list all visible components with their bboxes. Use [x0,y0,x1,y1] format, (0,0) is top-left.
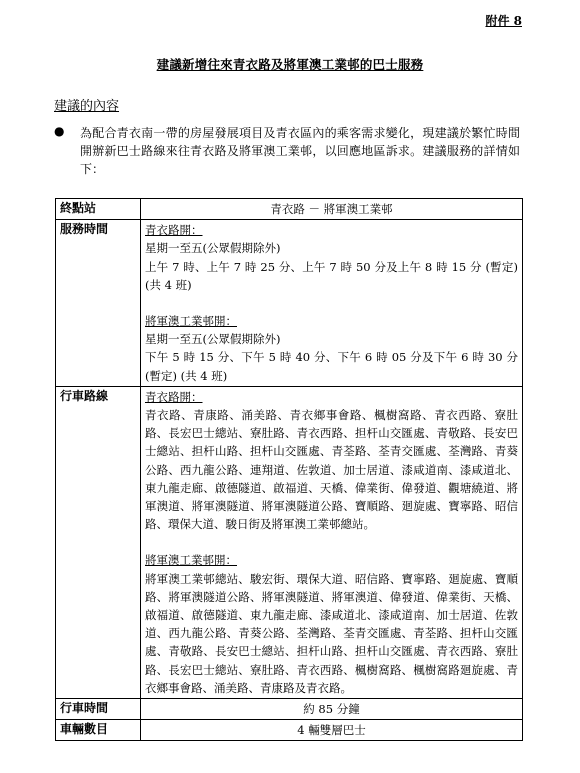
service-hours-dir2-times: 下午 5 時 15 分、下午 5 時 40 分、下午 6 時 05 分及下午 6 時 30 分 (暫定) (共 4 班) [145,350,518,383]
journey-time-label: 行車時間 [56,699,141,720]
service-hours-dir1-days: 星期一至五(公眾假期除外) [145,241,281,256]
service-hours-dir1-heading: 青衣路開： [145,223,203,238]
table-row-routing [56,386,523,698]
fleet-label: 車輛數目 [56,720,141,741]
bullet-icon: ● [54,124,65,138]
service-hours-label: 服務時間 [56,220,141,387]
fleet-value: 4 輛雙層巴士 [141,720,523,741]
service-hours-dir2-heading: 將軍澳工業邨開： [145,314,237,329]
routing-dir1-text: 青衣路、青康路、涌美路、青衣鄉事會路、楓樹窩路、青衣西路、寮肚路、長宏巴士總站、寮肚路、青衣西路、担杆山交匯處、青敬路、長安巴士總站、担杆山路、担杆山交匯處、青荃路、荃青交匯處、荃灣路、青葵公路、西九龍公路、連翔道、佐敦道、加士居道、漆咸道南、漆咸道北、東九龍走廊、啟德隧道、啟福道、天橋、偉業街、偉發道、觀塘繞道、將軍澳道、將軍澳隧道、將軍澳隧道公路、寶順路、廻旋處、寶寧路、昭信路、環保大道、駿日街及將軍澳工業邨總站。 [145,408,518,532]
spacer [145,294,518,312]
routing-dir2-text: 將軍澳工業邨總站、駿宏街、環保大道、昭信路、寶寧路、廻旋處、寶順路、將軍澳隧道公路、將軍澳隧道、將軍澳道、偉發道、偉業街、天橋、啟福道、啟德隧道、東九龍走廊、漆咸道北、漆咸道南、加士居道、佐敦道、西九龍公路、青葵公路、荃灣路、荃青交匯處、青荃路、担杆山交匯處、青敬路、長安巴士總站、担杆山路、担杆山交匯處、青衣西路、寮肚路、長宏巴士總站、寮肚路、青衣西路、楓樹窩路、楓樹窩路廻旋處、青衣鄉事會路、涌美路、青康路及青衣路。 [145,571,518,695]
service-hours-dir1-times: 上午 7 時、上午 7 時 25 分、上午 7 時 50 分及上午 8 時 15 分 (暫定)(共 4 班) [145,259,518,292]
journey-time-value: 約 85 分鐘 [141,699,523,720]
routing-dir1-heading: 青衣路開： [145,389,203,404]
routing-dir2-heading: 將軍澳工業邨開： [145,553,237,568]
service-hours-value [141,220,523,387]
section-heading: 建議的內容 [54,99,120,114]
table-row-fleet [56,720,523,741]
terminus-value: 青衣路 － 將軍澳工業邨 [141,199,523,220]
routing-value [141,386,523,698]
routing-label: 行車路線 [56,386,141,698]
document-title: 建議新增往來青衣路及將軍澳工業邨的巴士服務 [156,57,424,72]
table-row-journey-time [56,699,523,720]
table-row-terminus [56,199,523,220]
service-hours-dir2-days: 星期一至五(公眾假期除外) [145,332,281,347]
service-details-table [55,198,523,741]
table-row-service-hours [56,220,523,387]
terminus-label: 終點站 [56,199,141,220]
spacer [145,533,518,551]
intro-paragraph: 為配合青衣南一帶的房屋發展項目及青衣區內的乘客需求變化，現建議於繁忙時間開辦新巴士路線來往青衣路及將軍澳工業邨，以回應地區訴求。建議服務的詳情如下： [80,126,520,176]
annex-label: 附件 8 [485,14,522,28]
